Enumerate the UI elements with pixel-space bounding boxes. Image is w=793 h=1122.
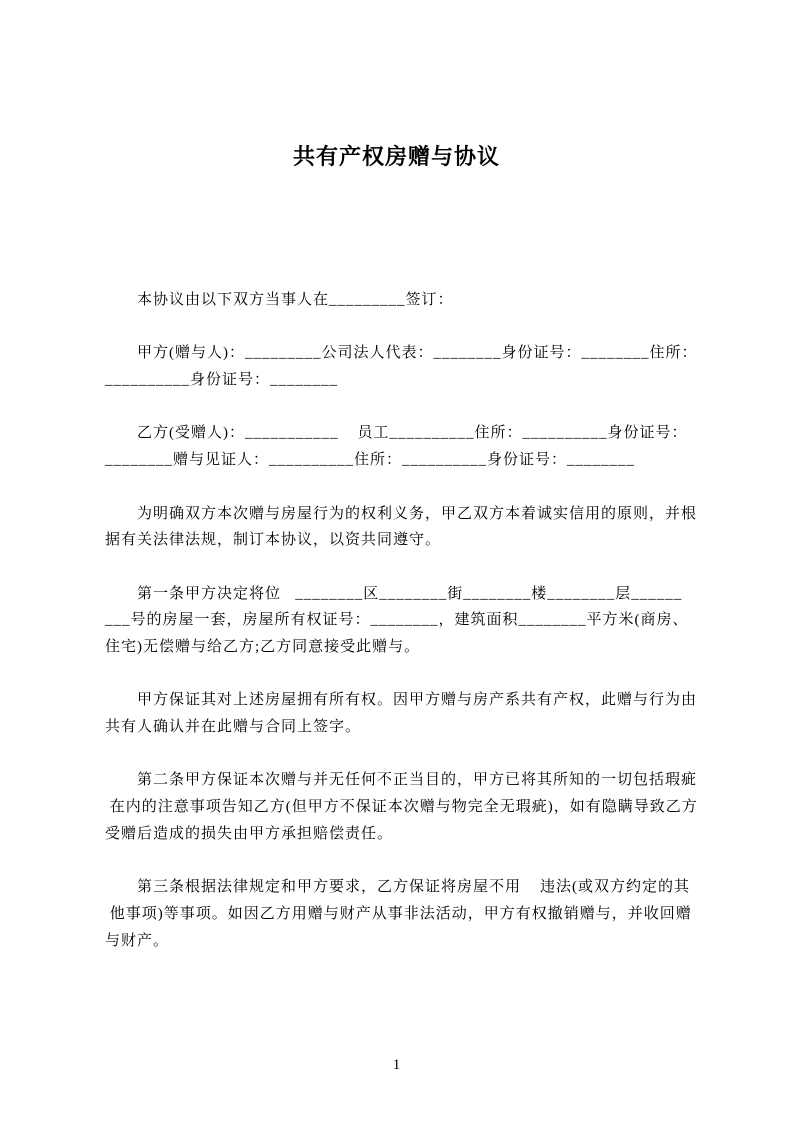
document-title: 共有产权房赠与协议 — [292, 144, 500, 169]
paragraph-article-2 — [105, 767, 705, 847]
paragraph-line: 受赠后造成的损失由甲方承担赔偿责任。 — [105, 825, 394, 842]
paragraph-line: 第二条甲方保证本次赠与并无任何不正当目的，甲方已将其所知的一切包括瑕疵 — [137, 772, 698, 789]
paragraph-line: 第三条根据法律规定和甲方要求，乙方保证将房屋不用 违法(或双方约定的其 — [137, 879, 690, 896]
paragraph-line: 第一条甲方决定将位 ________区________街________楼________层______ — [137, 585, 683, 602]
paragraph-line: 甲方保证其对上述房屋拥有所有权。因甲方赠与房产系共有产权，此赠与行为由 — [137, 692, 698, 709]
paragraph-line: 住宅)无偿赠与给乙方;乙方同意接受此赠与。 — [105, 638, 421, 655]
paragraph-party-a — [105, 340, 705, 393]
paragraph-line: 与财产。 — [105, 932, 170, 949]
paragraph-line: __________身份证号：________ — [105, 372, 339, 389]
paragraph-party-b — [105, 420, 705, 473]
paragraph-line: 据有关法律法规，制订本协议，以资共同遵守。 — [105, 532, 442, 549]
page-number: 1 — [392, 1057, 401, 1073]
paragraph-article-1 — [105, 581, 705, 661]
document-body — [105, 287, 705, 981]
paragraph-line: 在内的注意事项告知乙方(但甲方不保证本次赠与物完全无瑕疵)，如有隐瞒导致乙方 — [105, 799, 698, 816]
paragraph-line: 为明确双方本次赠与房屋行为的权利义务，甲乙双方本着诚实信用的原则，并根 — [137, 505, 698, 522]
paragraph-line: ___号的房屋一套，房屋所有权证号：________，建筑面积________平方米(商房、 — [105, 612, 689, 629]
paragraph-line: 乙方(受赠人)：___________ 员工__________住所：__________身份证号： — [137, 425, 688, 442]
paragraph-line: 本协议由以下双方当事人在_________签订： — [137, 292, 454, 308]
paragraph-line: ________赠与见证人：__________住所：__________身份证号：________ — [105, 452, 636, 469]
paragraph-line: 他事项)等事项。如因乙方用赠与财产从事非法活动，甲方有权撤销赠与，并收回赠 — [105, 905, 692, 922]
paragraph-line: 甲方(赠与人)：_________公司法人代表：________身份证号：________住所： — [137, 345, 698, 362]
paragraph-ownership-guarantee — [105, 687, 705, 740]
paragraph-article-3 — [105, 874, 705, 954]
paragraph-purpose — [105, 501, 705, 554]
paragraph-opening — [105, 287, 705, 314]
paragraph-line: 共有人确认并在此赠与合同上签字。 — [105, 719, 362, 735]
